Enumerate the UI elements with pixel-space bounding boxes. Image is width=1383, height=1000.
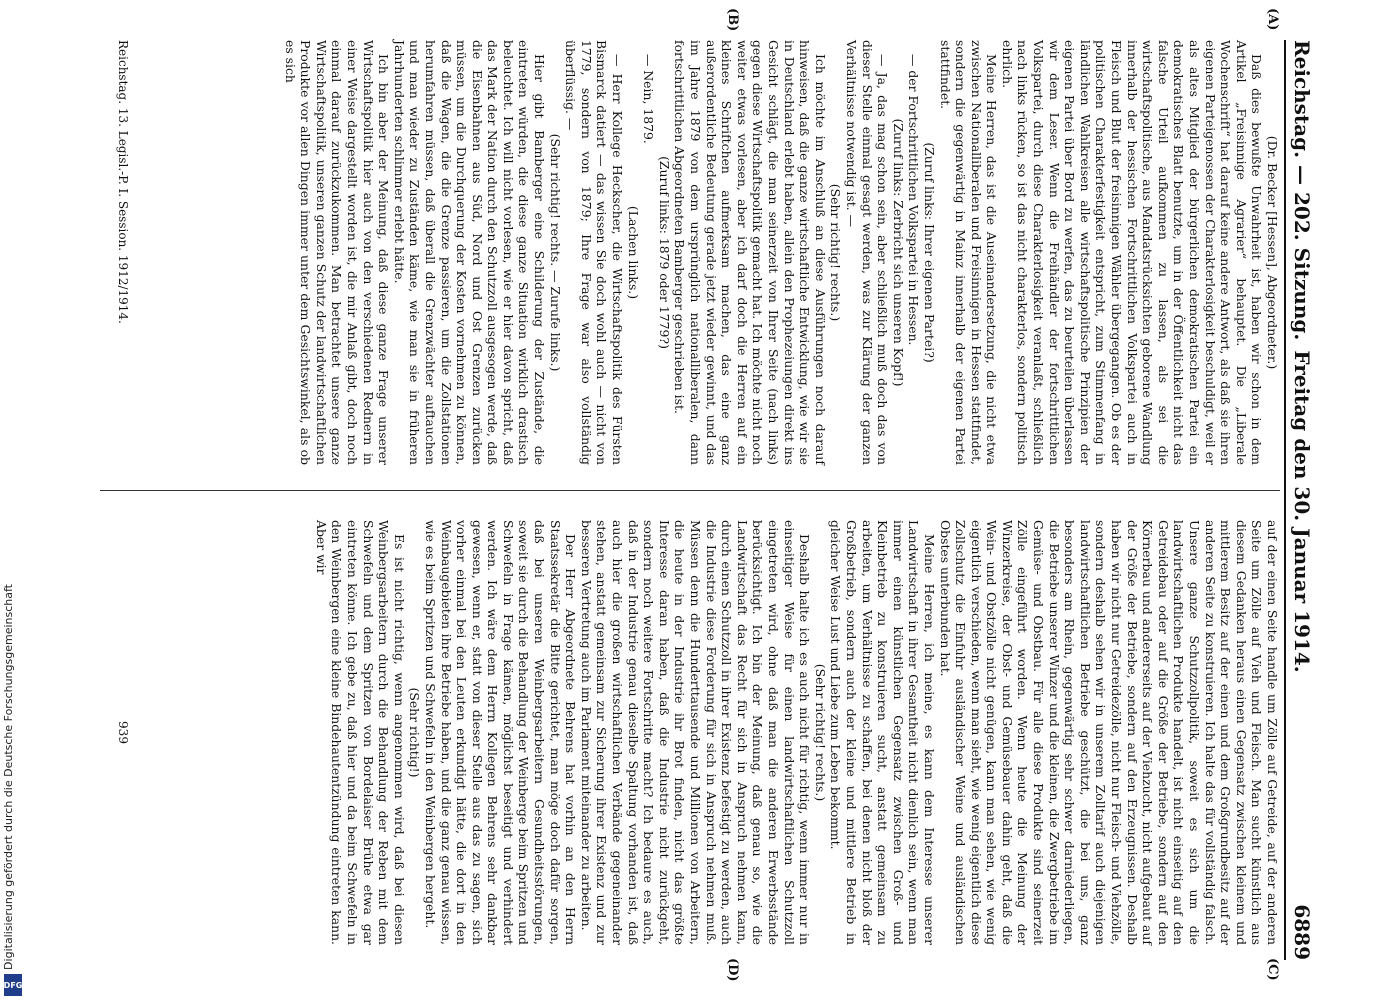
column-divider [100, 490, 1280, 491]
paragraph: Deshalb halte ich es auch nicht für richtig, wenn immer nur in einseitiger Weise für einen landwirtschaftlichen Schutzzoll eingetreten wird, ohne daß man die anderen Erwerbsstände berücksichtigt. Ich bin der Meinung, daß genau so, wie die Landwirtschaft das Recht für sich in Anspruch nehmen kann, durch einen Schutzzoll in ihrer Existenz befestigt zu werden, auch die Industrie diese Forderung für sich in Anspruch nehmen muß. Müssen denn die Hunderttausende und Millionen von Arbeitern, die heute in der Industrie ihr Brot finden, nicht das größte Interesse daran haben, daß die Industrie nicht zurückgeht, sondern noch weitere Fortschritte macht? Ich bedaure es auch, daß in der Industrie genau dieselbe Spaltung vorhanden ist, daß auch hier die großen wirtschaftlichen Verbände gegeneinander stehen, anstatt gemeinsam zur Sicherung ihrer Existenz und zur besseren Vertretung auch im Parlament miteinander zu arbeiten. [578, 520, 813, 945]
paragraph: Ich möchte im Anschluß an diese Ausführungen noch darauf hinweisen, daß die ganze wirtschaftliche Entwicklung, wie wir sie in Deutschland erlebt haben, allein den Prophezeiungen direkt ins Gesicht schlägt, die man seinerzeit von Ihrer Seite (nach links) gegen diese Wirtschaftspolitik gemacht hat. Ich möchte nicht noch weiter etwas vorlesen, aber ich darf doch die Herren auf ein kleines Schriftchen aufmerksam machen, das eine ganz außerordentliche Bedeutung gerade jetzt wieder gewinnt, und das im Jahre 1879 von dem ursprünglich nationalliberalen, dann fortschrittlichen Abgeordneten Bamberger geschrieben ist. [672, 40, 828, 465]
page-footer [116, 40, 130, 470]
rotated-document [70, 0, 1340, 1000]
margin-marker-a: (A) [1265, 8, 1280, 31]
paragraph: Ich bin aber der Meinung, daß diese ganze Frage unserer Wirtschaftspolitik hier auch von den verschiedenen Rednern in einer Weise dargestellt worden ist, die mir Anlaß gibt, doch noch einmal darauf zurückzukommen. Man betrachtet unsere ganze Wirtschaftspolitik, unseren ganzen Schutz der landwirtschaftlichen Produkte vor allen Dingen immer unter dem Gesichtswinkel, als ob es sich [282, 40, 392, 465]
interjection: (Sehr richtig! rechts.) [812, 663, 828, 802]
digitization-sidebar [0, 0, 26, 1000]
paragraph: Es ist nicht richtig, wenn angenommen wird, daß bei diesen Weinbergsarbeitern durch die Behandlung der Reben mit dem Schwefeln und dem Spritzen von Bordelaiser Brühe etwa gar eintreten könne. Ich gebe zu, daß hier und da beim Schwefeln in den Weinbergen eine kleine Bindehautentzündung eintreten kann. Aber wir [313, 520, 407, 945]
interjection: (Zuruf links: Ihrer eigenen Partei?) [921, 142, 937, 363]
dfg-logo: DFG [4, 974, 22, 996]
page-number: 6889 [1290, 904, 1314, 960]
margin-marker-b: (B) [725, 8, 740, 32]
paragraph: auf der einen Seite handle um Zölle auf Getreide, auf der anderen Seite um Zölle auf Vieh und Fleisch. Man sucht künstlich aus diesem Gedanken heraus einen Gegensatz zwischen kleinem und mittlerem Besitz auf der einen und dem Großgrundbesitz auf der anderen Seite zu konstruieren. Ich halte das für vollständig falsch. Unsere ganze Schutzzollpolitik, soweit es sich um die landwirtschaftlichen Produkte handelt, ist nicht einseitig auf den Getreidebau oder auf die Größe der Betriebe, sondern auf den Körnerbau und andererseits auf der Viehzucht, nicht aufgebaut auf der Größe der Betriebe, sondern auf den Erzeugnissen. Deshalb haben wir nicht nur Getreidezölle, nicht nur Fleisch- und Viehzölle, sondern deshalb sehen wir in unserem Zolltarif auch diejenigen landwirtschaftlichen Betriebe geschützt, die bei uns, ganz besonders am Rhein, gegenwärtig sehr schwer darniederliegen, die Betriebe unserer Winzer und die kleinen, die Zwergbetriebe im Gemüse- und Obstbau. Für alle diese Produkte sind seinerzeit Zölle eingeführt worden. Wenn heute die Meinung der Winzerkreise, der Obst- und Gemüsebauer dahin geht, daß die Wein- und Obstzölle nicht genügen, kann man sehen, wie wenig eigentlich verschieden, wenn man sieht, wie wenig eigentlich diese Zollschutz die Einfuhr ausländischer Weine und ausländischen Obstes unterbunden hat. [937, 520, 1280, 945]
paragraph: Hier gibt Bamberger eine Schilderung der Zustände, die eintreten würden, die diese ganze Situation wirklich drastisch beleuchtet. Ich will nicht vorlesen, wie er hier davon spricht, daß das Mark der Nation durch den Schutzzoll ausgesogen werde, daß die Eisenbahnen aus Süd, Nord und Ost Grenzen zurücken müssen, um die Durchquerung der Kosten vornehmen zu können, daß die Wagen, die die Grenze passieren, um die Zollstationen herumfahren müssen, daß überall die Grenzwächter auftauchen und man wieder zu Zuständen käme, wie man sie in früheren Jahrhunderten schlimmer erlebt hätte. [391, 40, 548, 465]
interjection: (Zuruf links: Zerbricht sich unseren Kopf!) [890, 118, 906, 387]
paragraph: Daß dies bewußte Unwahrheit ist, haben wir schon in dem Artikel „Freisinnige Agrarier“ behauptet. Die „Liberale Wochenschrift“ hat darauf keine andere Antwort, als daß sie ihren eigenen Parteigenossen der Charakterlosigkeit beschuldigt, weil er als altes Mitglied der bürgerlichen demokratischen Partei ein demokratisches Blatt benutzte, um in der Öffentlichkeit nicht das falsche Urteil aufkommen zu lassen, als sei die wirtschaftspolitische, aus Mandatsrücksichten geborene Wandlung innerhalb der hessischen Fortschrittlichen Volkspartei auch in Fleisch und Blut der freisinnigen Wähler übergegangen. Ob es der politischen Charakterfestigkeit entspricht, zum Stimmenfang in ländlichen Wahlkreisen alle wirtschaftspolitische Prinzipien der eigenen Partei über Bord zu werfen, das zu beurteilen überlassen wir dem Leser. Wenn die Freihändler der fortschrittlichen Volkspartei, durch diese Charakterlosigkeit veranlaßt, schließlich nach links rücken, so ist das nicht charakterlos, sondern politisch ehrlich. [999, 40, 1265, 465]
speaker-note: (Dr. Becker [Hessen], Abgeordneter.) [1265, 135, 1280, 370]
left-column [282, 40, 1280, 465]
paragraph: Meine Herren, das ist die Auseinandersetzung, die nicht etwa zwischen Nationalliberalen und Freisinnigen in Hessen stattfindet, sondern die gegenwärtig in Mainz innerhalb der eigenen Partei stattfindet. [937, 40, 1000, 465]
margin-marker-c: (C) [1265, 958, 1280, 981]
footer-page-roman [116, 520, 130, 945]
interjection: (Lachen links.) [625, 205, 641, 300]
paragraph: Der Herr Abgeordnete Behrens hat vorhin an den Herrn Staatssekretär die Bitte gerichtet, man möge doch dafür sorgen, daß bei unseren Weinbergsarbeitern Gesundheitsstörungen, soweit sie durch die Behandlung der Weinberge beim Spritzen und Schwefeln in Frage kämen, möglichst beseitigt und verhindert werden. Ich wäre dem Herrn Kollegen Behrens sehr dankbar gewesen, wenn er, statt von dieser Stelle aus das zu sagen, sich vorher einmal bei den Leuten erkundigt hätte, die dort in den Weinbaugebieten ihre Betriebe haben, und die ganz genau wissen, wie es beim Spritzen und Schwefeln in den Weinbergen hergeht. [422, 520, 579, 945]
header-title-left: Reichstag. — 202. Sitzung. [1290, 40, 1314, 341]
paragraph: — Herr Kollege Heckscher, die Wirtschaftspolitik des Fürsten Bismarck datiert — das wissen Sie doch wohl auch — nicht von 1779, sondern von 1879; Ihre Frage war also vollständig überflüssig. — [563, 40, 626, 465]
paragraph: — Ja, das mag schon sein, aber schließlich muß doch das von dieser Stelle einmal gesagt werden, was zur Klärung der ganzen Verhältnisse notwendig ist. — [843, 40, 891, 465]
paragraph: Meine Herren, ich meine, es kann dem Interesse unserer Landwirtschaft in ihrer Gesamtheit nicht dienlich sein, wenn man immer einen künstlichen Gegensatz zwischen Groß- und Kleinbetrieb zu konstruieren sucht, anstatt gemeinsam zu arbeiten, um Verhältnisse zu schaffen, bei denen nicht bloß der Großbetrieb, sondern auch der kleine und mittlere Betrieb in gleicher Weise Lust und Liebe zum Leben bekommt. [828, 520, 937, 945]
header-title-center: Freitag den 30. Januar 1914. [1290, 350, 1314, 673]
interjection: (Sehr richtig! rechts.) [828, 183, 844, 322]
footer-page-number: 939 [116, 721, 130, 744]
right-column [313, 520, 1280, 945]
interjection: (Sehr richtig! rechts. — Zurufe links.) [547, 133, 563, 372]
page-header [1284, 40, 1330, 960]
paragraph: — Nein, 1879. [641, 54, 657, 144]
footer-session-info: Reichstag. 13. Legisl.-P. I. Session. 1912/1914. [116, 40, 130, 324]
paragraph: — der Fortschrittlichen Volkspartei in Hessen. [906, 54, 922, 346]
interjection: (Sehr richtig!) [407, 687, 423, 778]
margin-marker-d: (D) [725, 958, 740, 982]
dfg-credit-text: Digitalisierung gefördert durch die Deutsche Forschungsgemeinschaft [2, 584, 15, 970]
interjection: (Zuruf links: 1879 oder 1779?) [656, 156, 672, 349]
